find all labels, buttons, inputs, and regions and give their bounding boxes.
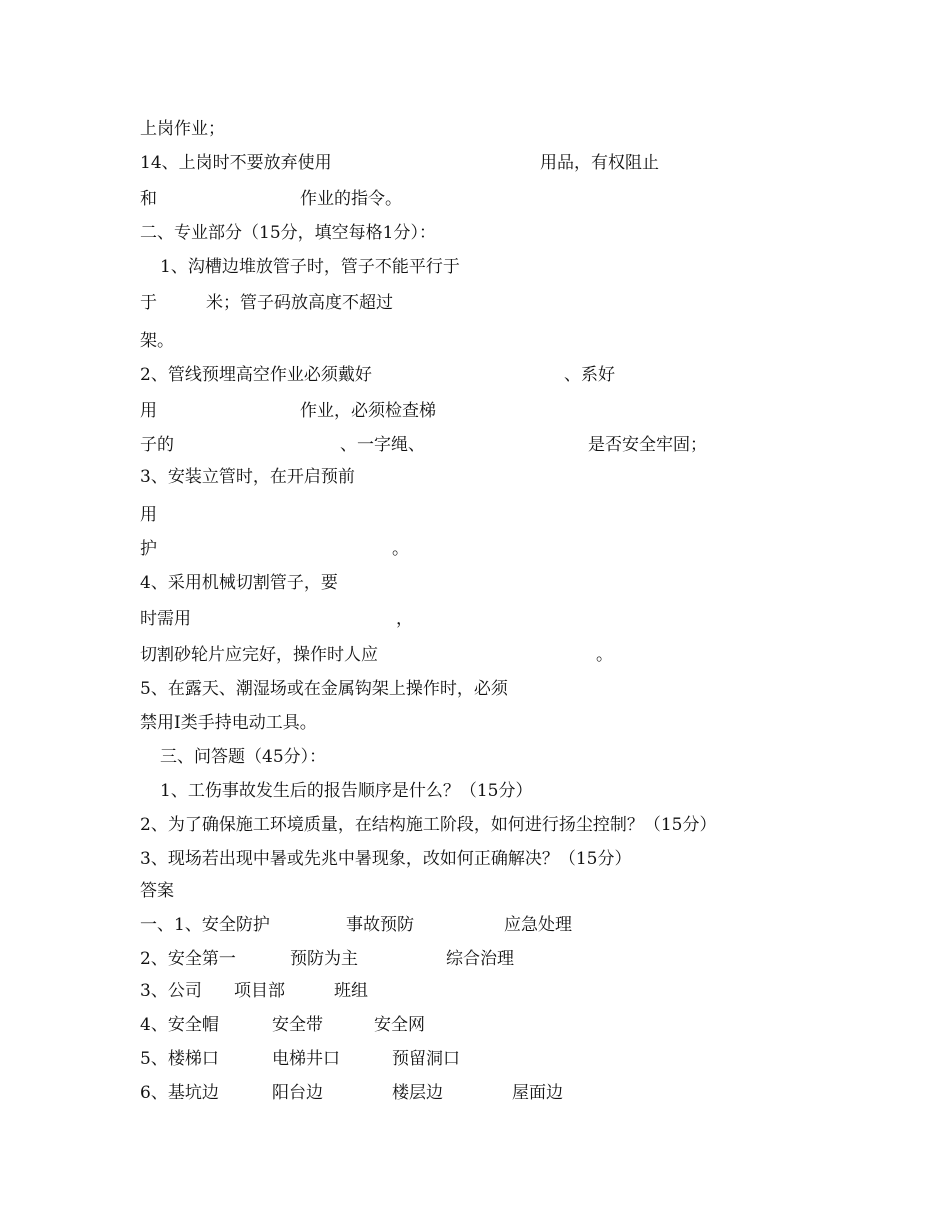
q2-4-text-1: 4、采用机械切割管子，要 — [140, 573, 338, 593]
q2-1-text-1: 1、沟槽边堆放管子时，管子不能平行于 — [160, 257, 460, 277]
answer-3-text-1: 3、公司 — [140, 981, 202, 1001]
answer-6-text-1: 6、基坑边 — [140, 1083, 219, 1103]
answer-6-text-3: 楼层边 — [392, 1083, 443, 1103]
q2-2-cont-text-1: 用 — [140, 401, 157, 421]
q2-5-text-1: 5、在露天、潮湿场或在金属钩架上操作时，必须 — [140, 679, 508, 699]
q2-2-end-text-2: 、一字绳、 — [340, 435, 425, 455]
q2-5-cont-text-1: 禁用Ⅰ类手持电动工具。 — [140, 713, 317, 733]
q2-3-end-text-1: 护 — [140, 539, 157, 559]
q2-2-text-1: 2、管线预埋高空作业必须戴好 — [140, 365, 372, 385]
line-shanggang-text-1: 上岗作业； — [140, 119, 225, 139]
answer-1-text-1: 一、1、安全防护 — [140, 915, 270, 935]
q2-4-end-text-1: 切割砂轮片应完好，操作时人应 — [140, 645, 378, 665]
q2-3-end-text-2: 。 — [392, 539, 409, 559]
answer-5-text-1: 5、楼梯口 — [140, 1049, 219, 1069]
q3-3-text-1: 3、现场若出现中暑或先兆中暑现象，改如何正确解决？（15分） — [140, 849, 632, 869]
answer-2-text-2: 预防为主 — [290, 949, 358, 969]
q2-3-cont-text-1: 用 — [140, 505, 157, 525]
answer-1-text-3: 应急处理 — [504, 915, 572, 935]
q2-1-end-text-1: 架。 — [140, 331, 174, 351]
answer-5-text-3: 预留洞口 — [392, 1049, 460, 1069]
answer-5-text-2: 电梯井口 — [272, 1049, 340, 1069]
q1-14-text-2: 用品，有权阻止 — [540, 153, 659, 173]
q2-2-cont-text-2: 作业，必须检查梯 — [300, 401, 436, 421]
answer-2-text-3: 综合治理 — [446, 949, 514, 969]
answer-3-text-2: 项目部 — [234, 981, 285, 1001]
q1-14-cont-text-2: 作业的指令。 — [300, 189, 402, 209]
answer-2-text-1: 2、安全第一 — [140, 949, 236, 969]
answer-3-text-3: 班组 — [334, 981, 368, 1001]
answer-6-text-2: 阳台边 — [272, 1083, 323, 1103]
q3-2-text-1: 2、为了确保施工环境质量，在结构施工阶段，如何进行扬尘控制？（15分） — [140, 815, 717, 835]
answer-1-text-2: 事故预防 — [346, 915, 414, 935]
q2-4-cont-text-1: 时需用 — [140, 609, 191, 629]
answer-4-text-1: 4、安全帽 — [140, 1015, 219, 1035]
answer-4-text-2: 安全带 — [272, 1015, 323, 1035]
q2-4-end-text-2: 。 — [596, 645, 613, 665]
q3-1-text-1: 1、工伤事故发生后的报告顺序是什么？（15分） — [160, 781, 533, 801]
answer-6-text-4: 屋面边 — [512, 1083, 563, 1103]
q1-14-cont-text-1: 和 — [140, 189, 157, 209]
answers-heading-text-1: 答案 — [140, 881, 174, 901]
q2-4-cont-text-2: ， — [396, 609, 413, 629]
q2-1-cont-text-2: 米；管子码放高度不超过 — [206, 293, 393, 313]
q2-2-text-2: 、系好 — [564, 365, 615, 385]
q2-2-end-text-3: 是否安全牢固； — [588, 435, 707, 455]
q2-3-text-1: 3、安装立管时，在开启预前 — [140, 467, 355, 487]
q2-2-end-text-1: 子的 — [140, 435, 174, 455]
section-2-heading-text-1: 二、专业部分（15分，填空每格1分）： — [140, 223, 436, 243]
section-3-heading-text-1: 三、问答题（45分）： — [160, 747, 327, 767]
q2-1-cont-text-1: 于 — [140, 293, 157, 313]
answer-4-text-3: 安全网 — [374, 1015, 425, 1035]
q1-14-text-1: 14、上岗时不要放弃使用 — [140, 153, 332, 173]
